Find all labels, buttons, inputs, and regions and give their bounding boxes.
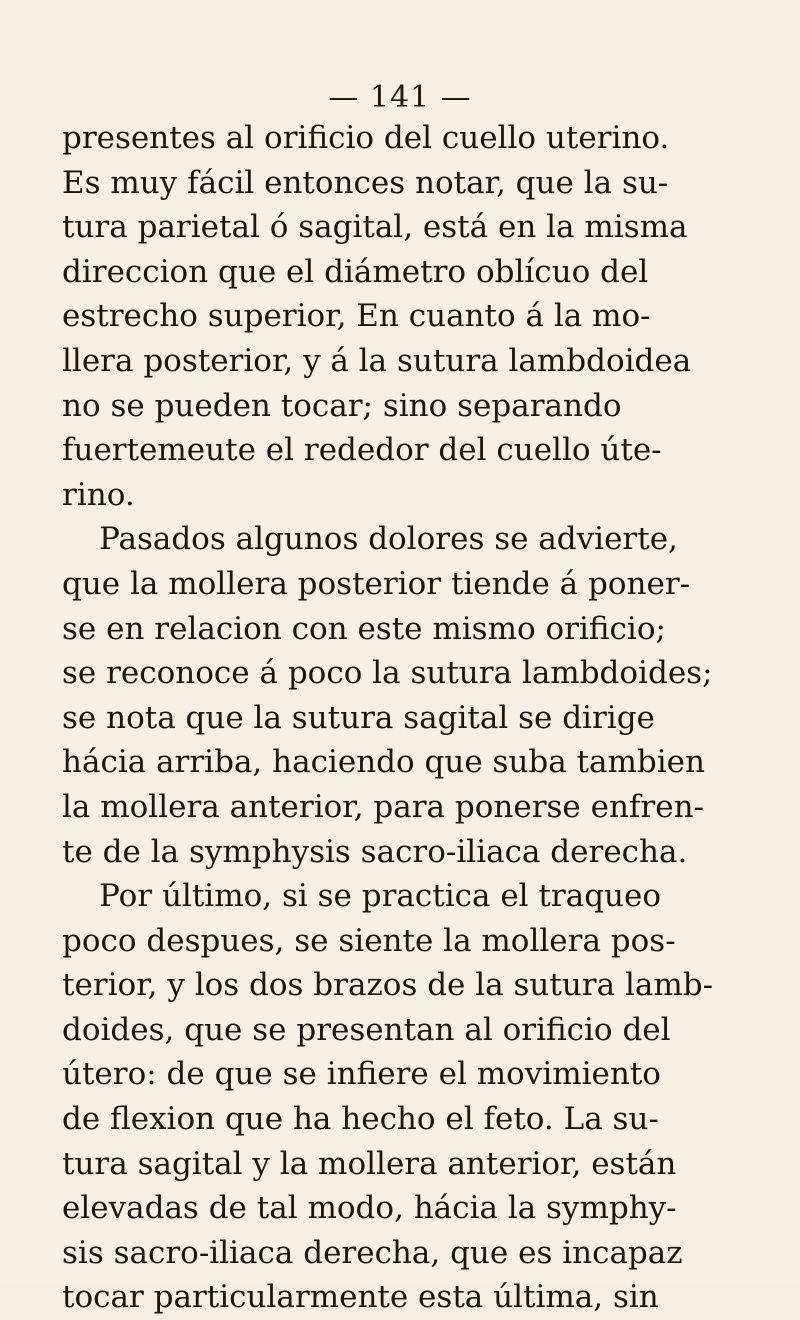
text-line: llera posterior, y á la sutura lambdoidea: [62, 342, 692, 379]
text-line: elevadas de tal modo, hácia la symphy-: [62, 1190, 677, 1227]
text-line: Es muy fácil entonces notar, que la su-: [62, 164, 669, 201]
text-line: doides, que se presentan al orificio del: [62, 1011, 671, 1048]
text-line: tocar particularmente esta última, sin: [62, 1279, 659, 1316]
text-line: no se pueden tocar; sino separando: [62, 387, 622, 424]
text-line: te de la symphysis sacro-iliaca derecha.: [62, 833, 688, 870]
text-line: direccion que el diámetro oblícuo del: [62, 253, 649, 290]
text-line: poco despues, se siente la mollera pos-: [62, 922, 676, 959]
text-line: fuertemeute el rededor del cuello úte-: [62, 432, 662, 469]
page-number-header: — 141 —: [328, 80, 472, 115]
paragraph-start-line: Por último, si se practica el traqueo: [99, 878, 662, 915]
text-line: rino.: [62, 476, 135, 513]
text-line: útero: de que se infiere el movimiento: [62, 1056, 661, 1093]
body-text: [62, 116, 752, 1320]
text-line: se reconoce á poco la sutura lambdoides;: [62, 655, 713, 692]
text-line: de flexion que ha hecho el feto. La su-: [62, 1101, 659, 1138]
text-line: se en relacion con este mismo orificio;: [62, 610, 666, 647]
text-line: tura parietal ó sagital, está en la misma: [62, 209, 688, 246]
text-line: tura sagital y la mollera anterior, están: [62, 1145, 677, 1182]
text-line: estrecho superior, En cuanto á la mo-: [62, 298, 651, 335]
text-line: la mollera anterior, para ponerse enfren-: [62, 788, 705, 825]
text-line: presentes al orificio del cuello uterino.: [62, 120, 670, 156]
text-line: se nota que la sutura sagital se dirige: [62, 699, 655, 736]
text-line: terior, y los dos brazos de la sutura lamb-: [62, 967, 714, 1004]
text-line: hácia arriba, haciendo que suba tambien: [62, 744, 705, 781]
paragraph-start-line: Pasados algunos dolores se advierte,: [99, 521, 678, 558]
text-line: sis sacro-iliaca derecha, que es incapaz: [62, 1234, 683, 1271]
text-line: que la mollera posterior tiende á poner-: [62, 565, 691, 602]
